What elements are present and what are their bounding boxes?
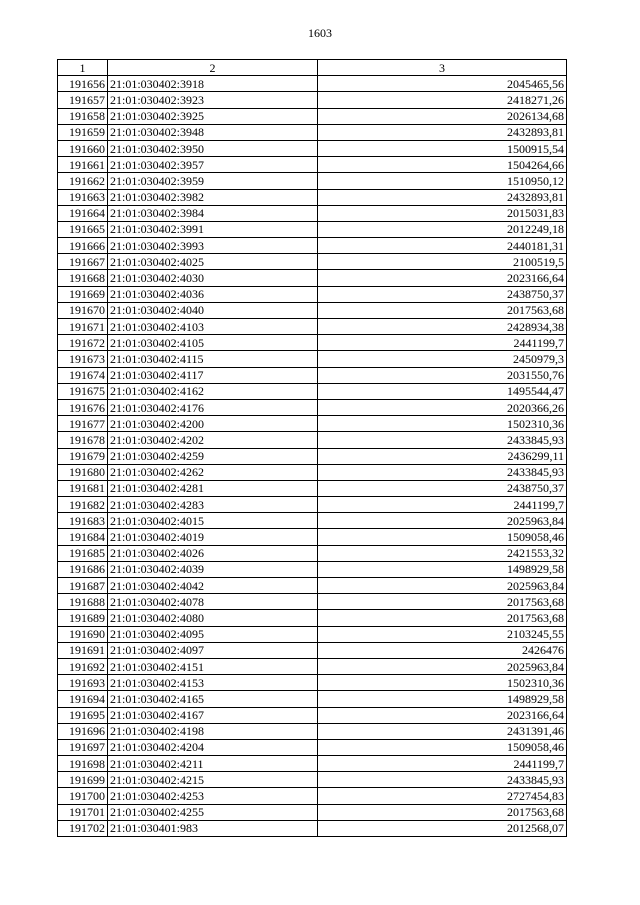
cadastral-value-cell: 2431391,46 (318, 723, 567, 739)
cadastral-value-cell: 1502310,36 (318, 675, 567, 691)
cadastral-number-cell: 21:01:030402:4078 (108, 594, 318, 610)
table-row (58, 302, 567, 318)
row-number-cell: 191671 (58, 319, 108, 335)
row-number-cell: 191660 (58, 140, 108, 156)
row-number-cell: 191691 (58, 642, 108, 658)
cadastral-number-cell: 21:01:030402:3959 (108, 173, 318, 189)
table-row (58, 756, 567, 772)
cadastral-number-cell: 21:01:030402:4253 (108, 788, 318, 804)
row-number-cell: 191668 (58, 270, 108, 286)
row-number-cell: 191702 (58, 820, 108, 836)
cadastral-number-cell: 21:01:030402:4015 (108, 513, 318, 529)
table-row (58, 739, 567, 755)
table-row (58, 675, 567, 691)
cadastral-number-cell: 21:01:030402:4167 (108, 707, 318, 723)
cadastral-number-cell: 21:01:030402:4283 (108, 497, 318, 513)
table-row (58, 707, 567, 723)
cadastral-value-cell: 2045465,56 (318, 76, 567, 92)
table-row (58, 691, 567, 707)
table-row (58, 561, 567, 577)
cadastral-value-cell: 2023166,64 (318, 270, 567, 286)
cadastral-value-cell: 2012568,07 (318, 820, 567, 836)
table-row (58, 124, 567, 140)
cadastral-number-cell: 21:01:030402:4095 (108, 626, 318, 642)
cadastral-value-cell: 2017563,68 (318, 302, 567, 318)
table-row (58, 545, 567, 561)
cadastral-number-cell: 21:01:030402:4204 (108, 739, 318, 755)
cadastral-value-cell: 2026134,68 (318, 108, 567, 124)
row-number-cell: 191657 (58, 92, 108, 108)
table-row (58, 92, 567, 108)
table-row (58, 221, 567, 237)
cadastral-number-cell: 21:01:030402:4202 (108, 432, 318, 448)
table-row (58, 351, 567, 367)
row-number-cell: 191678 (58, 432, 108, 448)
cadastral-number-cell: 21:01:030402:3991 (108, 221, 318, 237)
column-header-2: 2 (108, 60, 318, 76)
cadastral-number-cell: 21:01:030402:4030 (108, 270, 318, 286)
row-number-cell: 191683 (58, 513, 108, 529)
cadastral-number-cell: 21:01:030402:4259 (108, 448, 318, 464)
table-row (58, 335, 567, 351)
row-number-cell: 191685 (58, 545, 108, 561)
table-row (58, 820, 567, 836)
row-number-cell: 191666 (58, 238, 108, 254)
registry-table (57, 59, 567, 837)
cadastral-number-cell: 21:01:030402:4080 (108, 610, 318, 626)
cadastral-number-cell: 21:01:030402:3918 (108, 76, 318, 92)
row-number-cell: 191700 (58, 788, 108, 804)
column-header-3: 3 (318, 60, 567, 76)
cadastral-number-cell: 21:01:030402:3925 (108, 108, 318, 124)
cadastral-value-cell: 2727454,83 (318, 788, 567, 804)
table-row (58, 367, 567, 383)
cadastral-value-cell: 2023166,64 (318, 707, 567, 723)
cadastral-number-cell: 21:01:030402:4026 (108, 545, 318, 561)
row-number-cell: 191674 (58, 367, 108, 383)
header-row (58, 60, 567, 76)
table-body (58, 76, 567, 837)
row-number-cell: 191688 (58, 594, 108, 610)
cadastral-number-cell: 21:01:030402:4019 (108, 529, 318, 545)
cadastral-value-cell: 2433845,93 (318, 432, 567, 448)
cadastral-value-cell: 2432893,81 (318, 189, 567, 205)
cadastral-value-cell: 2017563,68 (318, 594, 567, 610)
row-number-cell: 191658 (58, 108, 108, 124)
cadastral-value-cell: 2103245,55 (318, 626, 567, 642)
row-number-cell: 191694 (58, 691, 108, 707)
cadastral-number-cell: 21:01:030402:4040 (108, 302, 318, 318)
cadastral-number-cell: 21:01:030402:4162 (108, 383, 318, 399)
table-row (58, 578, 567, 594)
cadastral-value-cell: 2025963,84 (318, 578, 567, 594)
cadastral-value-cell: 2418271,26 (318, 92, 567, 108)
cadastral-number-cell: 21:01:030402:4215 (108, 772, 318, 788)
cadastral-number-cell: 21:01:030402:3984 (108, 205, 318, 221)
cadastral-number-cell: 21:01:030402:4165 (108, 691, 318, 707)
row-number-cell: 191663 (58, 189, 108, 205)
row-number-cell: 191665 (58, 221, 108, 237)
table-row (58, 788, 567, 804)
row-number-cell: 191684 (58, 529, 108, 545)
table-row (58, 140, 567, 156)
cadastral-value-cell: 1502310,36 (318, 416, 567, 432)
row-number-cell: 191672 (58, 335, 108, 351)
table-row (58, 464, 567, 480)
cadastral-number-cell: 21:01:030402:3948 (108, 124, 318, 140)
table-row (58, 723, 567, 739)
cadastral-number-cell: 21:01:030402:4097 (108, 642, 318, 658)
table-row (58, 383, 567, 399)
cadastral-value-cell: 1509058,46 (318, 529, 567, 545)
cadastral-value-cell: 2441199,7 (318, 756, 567, 772)
cadastral-number-cell: 21:01:030402:4176 (108, 399, 318, 415)
cadastral-value-cell: 2428934,38 (318, 319, 567, 335)
cadastral-value-cell: 2015031,83 (318, 205, 567, 221)
table-row (58, 626, 567, 642)
row-number-cell: 191699 (58, 772, 108, 788)
cadastral-value-cell: 1495544,47 (318, 383, 567, 399)
table-row (58, 772, 567, 788)
cadastral-number-cell: 21:01:030402:4255 (108, 804, 318, 820)
cadastral-value-cell: 1504264,66 (318, 157, 567, 173)
cadastral-value-cell: 1500915,54 (318, 140, 567, 156)
row-number-cell: 191695 (58, 707, 108, 723)
cadastral-number-cell: 21:01:030402:4151 (108, 658, 318, 674)
cadastral-number-cell: 21:01:030402:4115 (108, 351, 318, 367)
row-number-cell: 191679 (58, 448, 108, 464)
row-number-cell: 191681 (58, 480, 108, 496)
cadastral-number-cell: 21:01:030402:4211 (108, 756, 318, 772)
table-row (58, 205, 567, 221)
row-number-cell: 191661 (58, 157, 108, 173)
cadastral-value-cell: 2421553,32 (318, 545, 567, 561)
cadastral-number-cell: 21:01:030402:3982 (108, 189, 318, 205)
table-row (58, 238, 567, 254)
table-row (58, 286, 567, 302)
cadastral-number-cell: 21:01:030402:4262 (108, 464, 318, 480)
cadastral-value-cell: 2017563,68 (318, 610, 567, 626)
cadastral-value-cell: 1498929,58 (318, 561, 567, 577)
table-row (58, 319, 567, 335)
cadastral-number-cell: 21:01:030402:4105 (108, 335, 318, 351)
row-number-cell: 191692 (58, 658, 108, 674)
row-number-cell: 191659 (58, 124, 108, 140)
cadastral-value-cell: 2436299,11 (318, 448, 567, 464)
row-number-cell: 191686 (58, 561, 108, 577)
table-row (58, 173, 567, 189)
row-number-cell: 191677 (58, 416, 108, 432)
table-row (58, 610, 567, 626)
table-row (58, 270, 567, 286)
table-row (58, 157, 567, 173)
cadastral-value-cell: 1509058,46 (318, 739, 567, 755)
cadastral-value-cell: 2432893,81 (318, 124, 567, 140)
table-row (58, 189, 567, 205)
table-row (58, 108, 567, 124)
cadastral-value-cell: 2025963,84 (318, 513, 567, 529)
table-row (58, 658, 567, 674)
row-number-cell: 191676 (58, 399, 108, 415)
table-row (58, 642, 567, 658)
cadastral-number-cell: 21:01:030402:4281 (108, 480, 318, 496)
cadastral-value-cell: 2441199,7 (318, 497, 567, 513)
cadastral-number-cell: 21:01:030402:4200 (108, 416, 318, 432)
row-number-cell: 191673 (58, 351, 108, 367)
cadastral-value-cell: 2100519,5 (318, 254, 567, 270)
row-number-cell: 191656 (58, 76, 108, 92)
cadastral-number-cell: 21:01:030402:4117 (108, 367, 318, 383)
row-number-cell: 191662 (58, 173, 108, 189)
cadastral-value-cell: 2020366,26 (318, 399, 567, 415)
table-row (58, 804, 567, 820)
cadastral-value-cell: 2450979,3 (318, 351, 567, 367)
row-number-cell: 191669 (58, 286, 108, 302)
row-number-cell: 191687 (58, 578, 108, 594)
cadastral-number-cell: 21:01:030402:4036 (108, 286, 318, 302)
cadastral-value-cell: 2426476 (318, 642, 567, 658)
cadastral-value-cell: 2433845,93 (318, 464, 567, 480)
cadastral-number-cell: 21:01:030402:4103 (108, 319, 318, 335)
row-number-cell: 191675 (58, 383, 108, 399)
cadastral-number-cell: 21:01:030402:3950 (108, 140, 318, 156)
cadastral-value-cell: 2433845,93 (318, 772, 567, 788)
row-number-cell: 191690 (58, 626, 108, 642)
table-row (58, 497, 567, 513)
table-row (58, 448, 567, 464)
row-number-cell: 191670 (58, 302, 108, 318)
table-row (58, 594, 567, 610)
row-number-cell: 191667 (58, 254, 108, 270)
row-number-cell: 191664 (58, 205, 108, 221)
cadastral-value-cell: 2440181,31 (318, 238, 567, 254)
table-row (58, 513, 567, 529)
cadastral-value-cell: 2438750,37 (318, 480, 567, 496)
cadastral-number-cell: 21:01:030402:3957 (108, 157, 318, 173)
row-number-cell: 191698 (58, 756, 108, 772)
cadastral-number-cell: 21:01:030401:983 (108, 820, 318, 836)
cadastral-number-cell: 21:01:030402:4039 (108, 561, 318, 577)
row-number-cell: 191682 (58, 497, 108, 513)
table-row (58, 432, 567, 448)
cadastral-value-cell: 2025963,84 (318, 658, 567, 674)
cadastral-number-cell: 21:01:030402:4198 (108, 723, 318, 739)
column-header-1: 1 (58, 60, 108, 76)
page-number: 1603 (308, 26, 332, 40)
cadastral-value-cell: 2017563,68 (318, 804, 567, 820)
row-number-cell: 191689 (58, 610, 108, 626)
cadastral-value-cell: 1498929,58 (318, 691, 567, 707)
table-row (58, 76, 567, 92)
row-number-cell: 191680 (58, 464, 108, 480)
cadastral-value-cell: 1510950,12 (318, 173, 567, 189)
row-number-cell: 191701 (58, 804, 108, 820)
table-header (58, 60, 567, 76)
cadastral-number-cell: 21:01:030402:3993 (108, 238, 318, 254)
cadastral-value-cell: 2438750,37 (318, 286, 567, 302)
cadastral-number-cell: 21:01:030402:4042 (108, 578, 318, 594)
table-row (58, 399, 567, 415)
cadastral-value-cell: 2441199,7 (318, 335, 567, 351)
cadastral-number-cell: 21:01:030402:4153 (108, 675, 318, 691)
row-number-cell: 191697 (58, 739, 108, 755)
cadastral-value-cell: 2031550,76 (318, 367, 567, 383)
row-number-cell: 191693 (58, 675, 108, 691)
row-number-cell: 191696 (58, 723, 108, 739)
table-row (58, 254, 567, 270)
cadastral-number-cell: 21:01:030402:4025 (108, 254, 318, 270)
table-row (58, 480, 567, 496)
cadastral-number-cell: 21:01:030402:3923 (108, 92, 318, 108)
cadastral-value-cell: 2012249,18 (318, 221, 567, 237)
table-row (58, 529, 567, 545)
table-row (58, 416, 567, 432)
